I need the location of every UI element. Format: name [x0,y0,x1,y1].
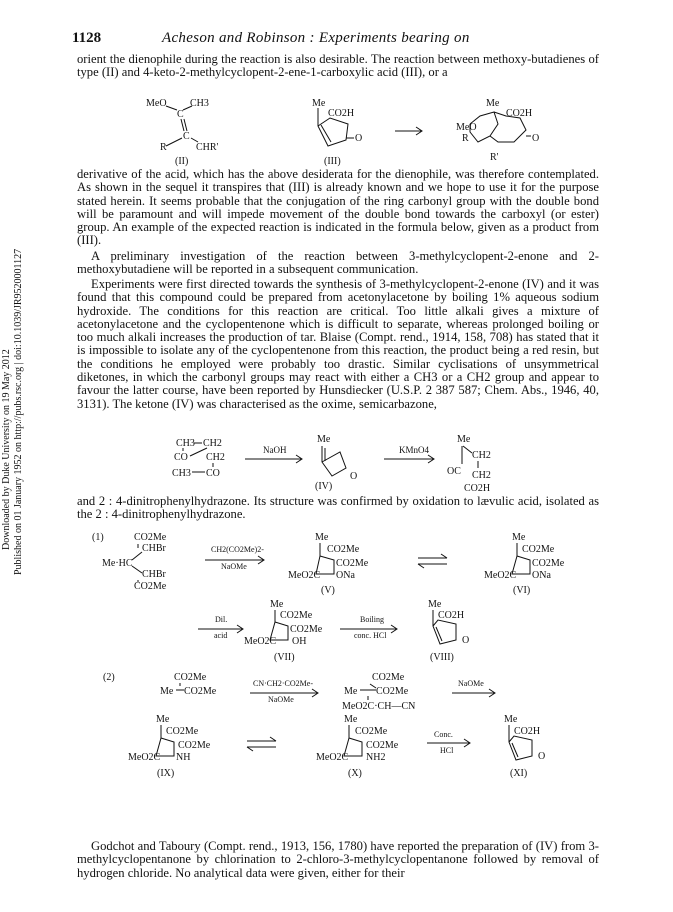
paragraph-3: A preliminary investigation of the reaction between 3-methylcyclopent-2-enone and 2-methoxybutadiene will be reported in a subsequent communication. [77,249,599,277]
paragraph-4: Experiments were first directed towards the synthesis of 3-methylcyclopent-2-enone (IV) and it was found that this compound could be prepared from acetonylacetone by boiling 1% aqueous sodium hydroxide. The conditions for this reaction are critical. Too little alkali gives a mixture of acetonylacetone and the cyclopentenone which is difficult to separate, whereas prolonged boiling or too much alkali increases the production of tar. Blaise (Compt. rend., 1914, 158, 708) has stated that it is impossible to isolate any of the cyclopentenone from this reaction, the product being a red resin, but the conditions he employed were probably too drastic. Similar cyclisations of unsymmetrical diketones, in which the carbonyl groups may react with either a CH3 or a CH2 group and appear to favour the latter course, have been reported by Hunsdiecker (U.S.P. 2 387 587; Chem. Abs., 1946, 40, 3131). The ketone (IV) was characterised as the oxime, semicarbazone, [77,277,599,411]
s4-reagent: CN·CH2·CO2Me- [253,679,313,688]
reagent1: CH2(CO2Me)2- [211,545,264,554]
IV-ring [322,446,346,476]
IV-o: O [350,471,358,482]
V-meo2c: MeO2C [288,570,321,581]
IV-me: Me [317,434,331,445]
s2-cob: CO [206,468,220,479]
VI-co2me2: CO2Me [532,558,565,569]
boiling: Boiling [360,615,385,624]
adduct-structure [342,672,415,712]
lev-ch2b: CH2 [472,470,491,481]
structure-VII [244,599,323,663]
IV-label: (IV) [315,481,333,492]
V-ona: ONa [336,570,355,581]
reagent1b: NaOMe [221,562,247,571]
paragraph-6: Godchot and Taboury (Compt. rend., 1913, 156, 1780) have reported the preparation of (IV) from 3-methylcyclopentanone by chlorination to 2-chloro-3-methylcyclopentanone followed by removal of hydrogen chloride. No analytical data were given, either for their [77,839,599,880]
acetonylacetone [172,438,225,479]
naoh-arrow [245,445,302,463]
b-me: Me [160,686,174,697]
prod-rp: R' [490,152,499,163]
X-meo2c: MeO2C [316,752,349,763]
equilibrium-arrow-2 [247,737,276,751]
acid: acid [214,631,228,640]
VI-co2me: CO2Me [522,544,555,555]
VIII-label: (VIII) [430,652,454,663]
s4-reagent-b: NaOMe [268,695,294,704]
s4-conc: Conc. [434,730,453,739]
XI-me: Me [504,714,518,725]
V-co2me2: CO2Me [336,558,369,569]
VI-ona: ONa [532,570,551,581]
structure-XI [504,714,545,779]
X-co2me: CO2Me [355,726,388,737]
II-ch3: CH3 [190,98,209,109]
II-c2: C [183,131,190,142]
II-bond [181,119,184,131]
prod-r: R [462,133,469,144]
paragraph-2: derivative of the acid, which has the above desiderata for the dienophile, was therefore contemplated. As shown in the sequel it transpires that (III) is already known and we hope to use it for the purpose stated herein. It seems probable that the conjugation of the ring carbonyl group with the double bond will be paramount and will impede movement of the double bond towards the carboxyl (or ester) group. An example of the expected reaction is indicated in the formula below, given as a product from (III). [77,167,599,248]
IX-nh: NH [176,752,191,763]
s2-ch3b: CH3 [172,468,191,479]
s2-kmno4: KMnO4 [399,445,430,455]
III-co2h: CO2H [328,108,355,119]
naome-arrow [452,679,495,697]
c-chcn: MeO2C·CH—CN [342,701,416,712]
s4-naome: NaOMe [458,679,484,688]
page-number: 1128 [72,30,102,46]
prod-o: O [532,133,540,144]
s4-n2: (2) [103,672,115,683]
c-co2me2: CO2Me [376,686,409,697]
II-bond [191,138,198,142]
lev-co2h: CO2H [464,483,491,494]
lev-me: Me [457,434,471,445]
b-co2me2: CO2Me [184,686,217,697]
III-me: Me [312,98,326,109]
VI-me: Me [512,532,526,543]
s3-n1: (1) [92,532,104,543]
sidebar-downloaded: Downloaded by Duke University on 19 May 2012 [1,349,12,550]
a-mehc: Me·HC [102,558,133,569]
VII-co2me2: CO2Me [290,624,323,635]
X-co2me2: CO2Me [366,740,399,751]
VII-oh: OH [292,636,307,647]
scheme3-start [92,532,167,592]
structure-IV [315,434,357,492]
s2-ch3: CH3 [176,438,195,449]
b-co2me: CO2Me [174,672,207,683]
a-co2me2: CO2Me [134,581,167,592]
IX-me: Me [156,714,170,725]
VII-label: (VII) [274,652,295,663]
dil-acid-arrow [198,615,243,640]
structure-IX [128,714,211,779]
II-r: R [160,142,167,153]
equilibrium-arrow [418,554,447,568]
VII-co2me: CO2Me [280,610,313,621]
sidebar-published: Published on 01 January 1952 on http://pubs.rsc.org | doi:10.1039/JR9520001127 [13,248,24,575]
XI-co2h: CO2H [514,726,541,737]
a-co2me: CO2Me [134,532,167,543]
c-co2me: CO2Me [372,672,405,683]
IX-label: (IX) [157,768,175,779]
II-meo: MeO [146,98,167,109]
c-me: Me [344,686,358,697]
s2-co: CO [174,452,188,463]
product-structure [456,98,539,163]
V-me: Me [315,532,329,543]
IX-co2me2: CO2Me [178,740,211,751]
structure-X [316,714,399,779]
VI-meo2c: MeO2C [484,570,517,581]
II-bond [166,106,177,110]
reaction-arrow [395,127,422,135]
structure-III [312,98,362,167]
s2-ch2b: CH2 [206,452,225,463]
prod-co2h: CO2H [506,108,533,119]
VIII-me: Me [428,599,442,610]
a-chbr2: CHBr [142,569,166,580]
paragraph-1: orient the dienophile during the reaction is also desirable. The reaction between methoxy-butadienes of type (II) and 4-keto-2-methylcyclopent-2-ene-1-carboxylic acid (III), or a [77,52,599,80]
II-c1: C [177,109,184,120]
III-label: (III) [324,156,341,167]
XI-label: (XI) [510,768,528,779]
VI-label: (VI) [513,585,531,596]
reagent1-arrow [205,545,264,571]
scheme4-start [103,672,217,697]
conc-hcl-arrow [427,730,470,755]
dil: Dil. [215,615,228,624]
lev-ch2: CH2 [472,450,491,461]
VII-me: Me [270,599,284,610]
conc-hcl: conc. HCl [354,631,387,640]
kmno4-arrow [384,445,434,463]
lev-oc: OC [447,466,461,477]
XI-o: O [538,751,546,762]
structure-V [288,532,369,596]
III-o: O [355,133,363,144]
prod-me: Me [486,98,500,109]
s2-ch2: CH2 [203,438,222,449]
II-bond [184,119,187,131]
X-me: Me [344,714,358,725]
laevulic-acid [447,434,491,494]
IX-co2me: CO2Me [166,726,199,737]
s4-hcl: HCl [440,746,454,755]
prod-meo: MeO [456,122,477,133]
a-chbr: CHBr [142,543,166,554]
running-title: Acheson and Robinson : Experiments bearing on [162,30,470,46]
boiling-arrow [340,615,397,640]
V-co2me: CO2Me [327,544,360,555]
VIII-o: O [462,635,470,646]
VII-meo2c: MeO2C [244,636,277,647]
II-label: (II) [175,156,189,167]
IX-meo2c: MeO2C [128,752,161,763]
s2-naoh: NaOH [263,445,287,455]
structure-VIII [428,599,469,663]
V-label: (V) [321,585,335,596]
VIII-co2h: CO2H [438,610,465,621]
II-bond [166,138,182,146]
cyanoacetate-arrow [250,679,318,704]
X-nh2: NH2 [366,752,386,763]
III-double [321,125,331,142]
II-chrp: CHR' [196,142,219,153]
structure-VI [484,532,565,596]
structure-II [146,98,219,167]
paragraph-5: and 2 : 4-dinitrophenylhydrazone. Its structure was confirmed by oxidation to lævulic acid, isolated as the 2 : 4-dinitrophenylhydrazone. [77,494,599,522]
X-label: (X) [348,768,362,779]
